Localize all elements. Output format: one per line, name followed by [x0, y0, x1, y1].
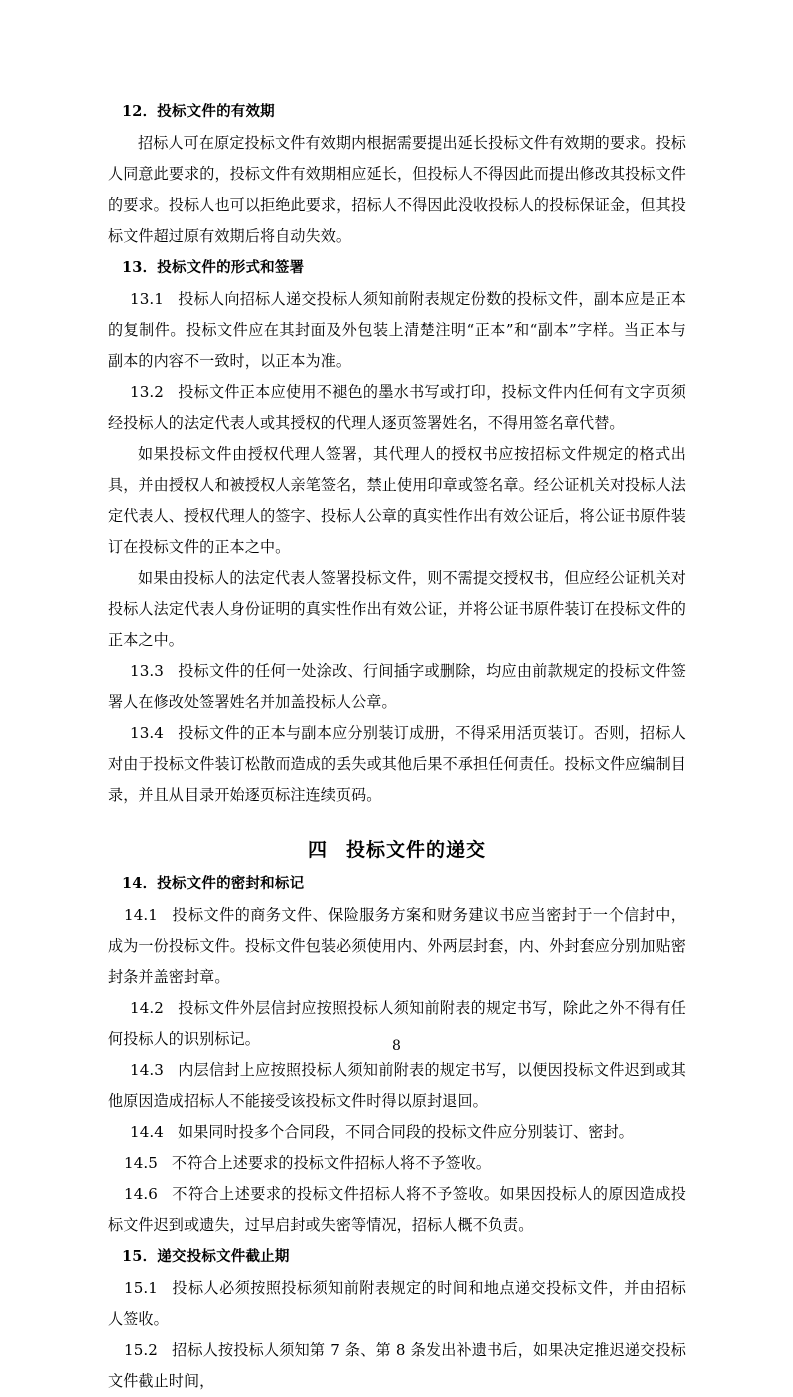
clause-14-6-text: 不符合上述要求的投标文件招标人将不予签收。如果因投标人的原因造成投标文件迟到或遗失，过早启封或失密等情况，招标人概不负责。	[108, 1185, 686, 1234]
clause-13-1	[108, 284, 686, 377]
section-heading-12-number: 12．	[122, 103, 158, 120]
clause-14-6	[108, 1179, 686, 1241]
paragraph-12-1: 招标人可在原定投标文件有效期内根据需要提出延长投标文件有效期的要求。投标人同意此要求的，投标文件有效期相应延长，但投标人不得因此而提出修改其投标文件的要求。投标人也可以拒绝此要求，招标人不得因此没收投标人的投标保证金，但其投标文件超过原有效期后将自动失效。	[108, 134, 686, 245]
section-heading-12	[108, 96, 686, 128]
clause-13-3	[108, 656, 686, 718]
clause-15-1-number: 15.1	[124, 1279, 159, 1297]
clause-14-4-text: 如果同时投多个合同段，不同合同段的投标文件应分别装订、密封。	[178, 1123, 634, 1141]
section-heading-15-number: 15．	[122, 1248, 158, 1265]
section-heading-13	[108, 252, 686, 284]
clause-13-4	[108, 718, 686, 811]
section-heading-15	[108, 1241, 686, 1273]
document-body	[108, 96, 686, 1397]
chapter-title-four-number: 四	[307, 839, 328, 861]
section-heading-14	[108, 868, 686, 900]
clause-14-4	[108, 1117, 686, 1148]
paragraph-13-authorized-agent: 如果投标文件由授权代理人签署，其代理人的授权书应按招标文件规定的格式出具，并由授权人和被授权人亲笔签名，禁止使用印章或签名章。经公证机关对投标人法定代表人、授权代理人的签字、投标人公章的真实性作出有效公证后，将公证书原件装订在投标文件的正本之中。	[108, 445, 686, 556]
page-number: 8	[392, 1038, 401, 1054]
section-heading-14-number: 14．	[122, 875, 158, 892]
clause-13-2	[108, 377, 686, 439]
clause-13-2-text: 投标文件正本应使用不褪色的墨水书写或打印，投标文件内任何有文字页须经投标人的法定代表人或其授权的代理人逐页签署姓名，不得用签名章代替。	[108, 383, 686, 432]
clause-13-4-number: 13.4	[130, 724, 165, 742]
clause-14-1-number: 14.1	[124, 906, 159, 924]
clause-14-5-text: 不符合上述要求的投标文件招标人将不予签收。	[172, 1154, 492, 1172]
clause-14-5-number: 14.5	[124, 1154, 159, 1172]
clause-13-4-text: 投标文件的正本与副本应分别装订成册，不得采用活页装订。否则，招标人对由于投标文件装订松散而造成的丢失或其他后果不承担任何责任。投标文件应编制目录，并且从目录开始逐页标注连续页码。	[108, 724, 686, 804]
clause-15-1	[108, 1273, 686, 1335]
clause-15-1-text: 投标人必须按照投标须知前附表规定的时间和地点递交投标文件，并由招标人签收。	[108, 1279, 686, 1328]
clause-13-1-text: 投标人向招标人递交投标人须知前附表规定份数的投标文件，副本应是正本的复制件。投标文件应在其封面及外包装上清楚注明“正本”和“副本”字样。当正本与副本的内容不一致时，以正本为准。	[108, 290, 686, 370]
section-heading-13-text: 投标文件的形式和签署	[157, 260, 305, 276]
clause-14-3-text: 内层信封上应按照投标人须知前附表的规定书写，以便因投标文件迟到或其他原因造成招标人不能接受该投标文件时得以原封退回。	[108, 1061, 686, 1110]
clause-14-1-text: 投标文件的商务文件、保险服务方案和财务建议书应当密封于一个信封中，成为一份投标文件。投标文件包装必须使用内、外两层封套，内、外封套应分别加贴密封条并盖密封章。	[108, 906, 686, 986]
paragraph-13-legal-representative: 如果由投标人的法定代表人签署投标文件，则不需提交授权书，但应经公证机关对投标人法定代表人身份证明的真实性作出有效公证，并将公证书原件装订在投标文件的正本之中。	[108, 569, 686, 649]
clause-15-2-text: 招标人按投标人须知第 7 条、第 8 条发出补遗书后，如果决定推迟递交投标文件截止时间，	[108, 1341, 686, 1390]
clause-15-2	[108, 1335, 686, 1397]
clause-14-6-number: 14.6	[124, 1185, 159, 1203]
chapter-title-four-text: 投标文件的递交	[346, 839, 487, 861]
clause-14-1	[108, 900, 686, 993]
section-heading-13-number: 13．	[122, 259, 158, 276]
section-heading-14-text: 投标文件的密封和标记	[157, 876, 305, 892]
clause-14-3-number: 14.3	[130, 1061, 165, 1079]
section-heading-12-text: 投标文件的有效期	[157, 104, 275, 120]
chapter-title-four	[108, 835, 686, 866]
clause-14-5	[108, 1148, 686, 1179]
section-heading-15-text: 递交投标文件截止期	[157, 1249, 290, 1265]
clause-15-2-number: 15.2	[124, 1341, 159, 1359]
clause-13-3-text: 投标文件的任何一处涂改、行间插字或删除，均应由前款规定的投标文件签署人在修改处签署姓名并加盖投标人公章。	[108, 662, 686, 711]
clause-13-2-number: 13.2	[130, 383, 165, 401]
clause-13-1-number: 13.1	[130, 290, 165, 308]
clause-14-3	[108, 1055, 686, 1117]
clause-14-2-text: 投标文件外层信封应按照投标人须知前附表的规定书写，除此之外不得有任何投标人的识别标记。	[108, 999, 686, 1048]
chapter-title-spacer	[108, 811, 686, 835]
clause-14-4-number: 14.4	[130, 1123, 165, 1141]
clause-13-3-number: 13.3	[130, 662, 165, 680]
clause-14-2-number: 14.2	[130, 999, 165, 1017]
